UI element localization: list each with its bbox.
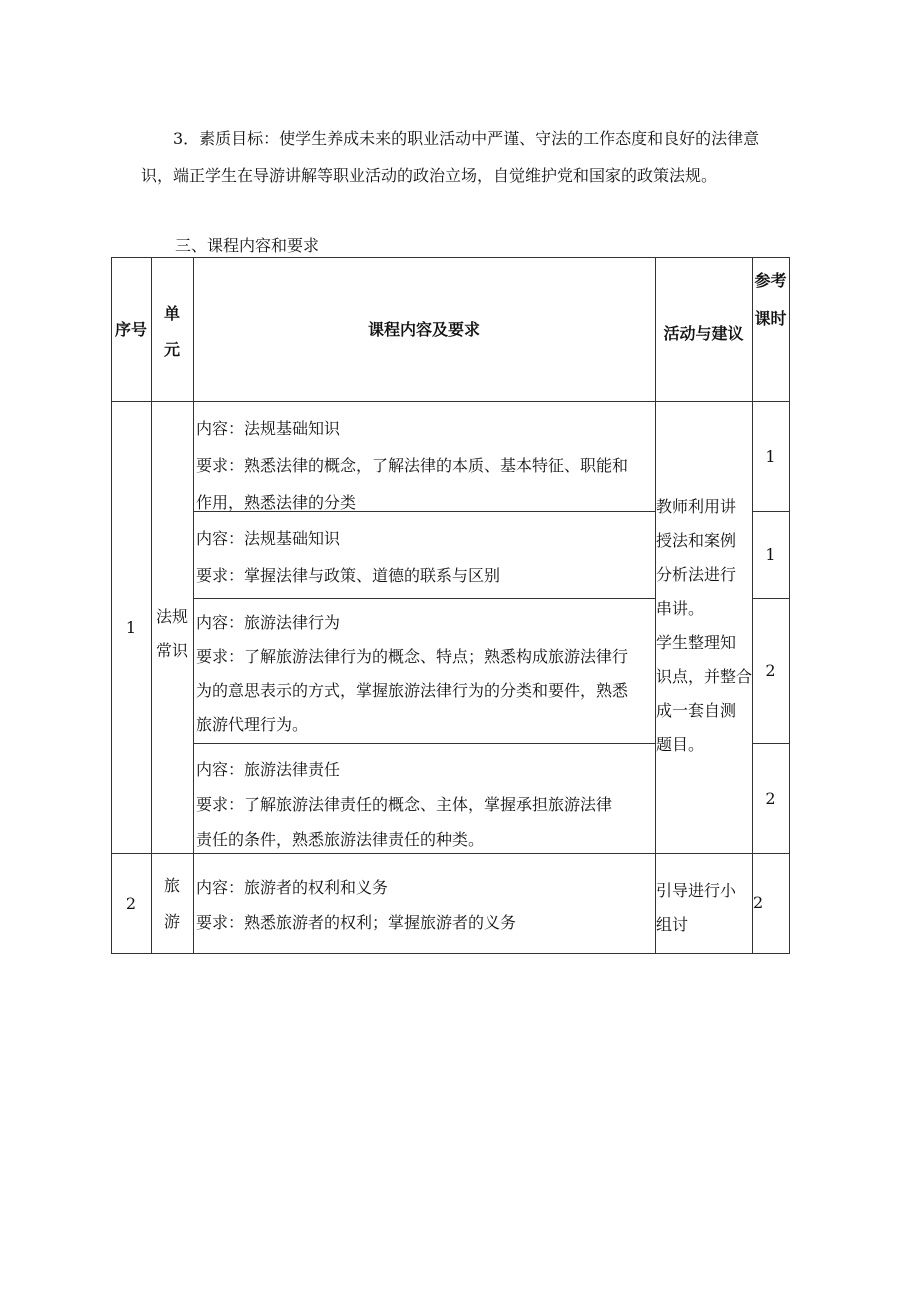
row1-item4-hours: 2 bbox=[765, 788, 776, 808]
row1-item1-hours: 1 bbox=[765, 446, 776, 466]
header-unit: 单 元 bbox=[163, 304, 180, 359]
header-content: 课程内容及要求 bbox=[367, 320, 480, 339]
goal-line-1: 3．素质目标：使学生养成未来的职业活动中严谨、守法的工作态度和良好的法律意 bbox=[173, 129, 760, 148]
row2-item1-content: 内容：旅游者的权利和义务 要求：熟悉旅游者的权利；掌握旅游者的义务 bbox=[196, 878, 517, 932]
section-title: 三、课程内容和要求 bbox=[175, 236, 320, 255]
row1-item2-hours: 1 bbox=[765, 545, 776, 564]
header-activity: 活动与建议 bbox=[663, 324, 744, 343]
header-seq: 序号 bbox=[114, 319, 147, 339]
row2-item1-hours: 2 bbox=[753, 893, 764, 912]
row1-item3-content: 内容：旅游法律行为 要求：了解旅游法律行为的概念、特点；熟悉构成旅游法律行 为的意思表示的方式，掌握旅游法律行为的分类和要件，熟悉 旅游代理行为。 bbox=[196, 613, 629, 734]
row2-activity: 引导进行小 组讨 bbox=[656, 881, 737, 934]
row1-item4-content: 内容：旅游法律责任 要求：了解旅游法律责任的概念、主体，掌握承担旅游法律 责任的条件，熟悉旅游法律责任的种类。 bbox=[196, 760, 613, 849]
row1-activity: 教师利用讲 授法和案例 分析法进行 串讲。 学生整理知 识点，并整合 成一套自测 题目。 bbox=[656, 497, 753, 754]
quality-goal-paragraph bbox=[141, 120, 801, 194]
goal-line-2: 识，端正学生在导游讲解等职业活动的政治立场，自觉维护党和国家的政策法规。 bbox=[141, 166, 718, 185]
row1-unit: 法规 常识 bbox=[155, 607, 188, 660]
row1-item3-hours: 2 bbox=[765, 661, 776, 680]
row1-seq: 1 bbox=[125, 617, 137, 637]
row2-unit: 旅 游 bbox=[163, 876, 180, 931]
row2-seq: 2 bbox=[125, 893, 137, 913]
header-hours: 参考 课时 bbox=[754, 271, 787, 328]
row1-item1-content: 内容：法规基础知识 要求：熟悉法律的概念，了解法律的本质、基本特征、职能和 作用，熟悉法律的分类 bbox=[196, 419, 629, 512]
row1-item2-content: 内容：法规基础知识 要求：掌握法律与政策、道德的联系与区别 bbox=[196, 529, 501, 585]
